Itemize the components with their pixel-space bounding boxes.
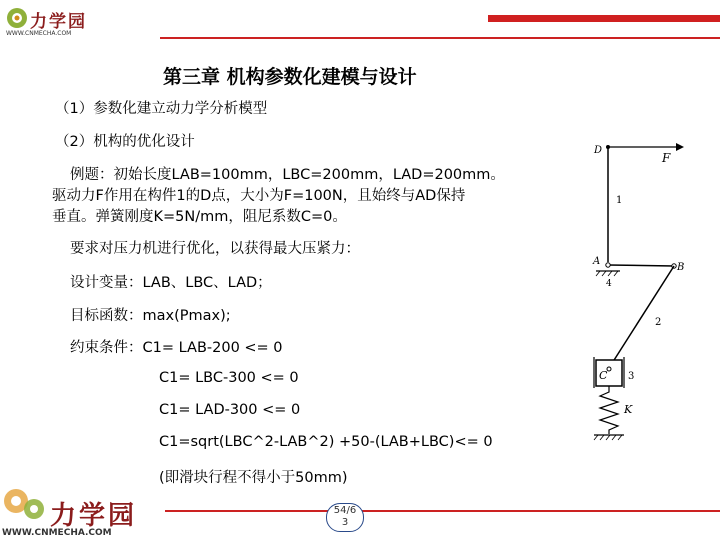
bottom-brand-name: 力学园: [50, 501, 138, 531]
objective-function: 目标函数：max(Pmax);: [70, 308, 231, 324]
example-line-2: 驱动力F作用在构件1的D点，大小为F=100N，且始终与AD保持: [52, 188, 466, 204]
header-divider: [160, 37, 720, 39]
page-number-badge: [326, 503, 364, 532]
constraint-3: C1= LAD-300 <= 0: [159, 402, 301, 418]
label-ground: 4: [606, 279, 612, 289]
link-bc: [609, 266, 674, 368]
page-number: 54/6 3: [333, 505, 357, 528]
label-b: B: [677, 262, 685, 273]
outline-item-2: （2）机构的优化设计: [55, 134, 195, 150]
design-variables: 设计变量：LAB、LBC、LAD；: [70, 275, 272, 291]
label-d: D: [594, 145, 603, 156]
brand-name: 力学园: [30, 12, 87, 32]
spring: [600, 386, 618, 434]
bottom-logo: [0, 487, 170, 540]
header-accent-bar: [488, 15, 720, 22]
top-logo: [4, 3, 154, 43]
label-link-1: 1: [616, 195, 623, 206]
example-line-1: 例题：初始长度LAB=100mm，LBC=200mm，LAD=200mm。: [70, 167, 505, 183]
constraint-1: 约束条件：C1= LAB-200 <= 0: [70, 340, 283, 356]
brand-url: WWW.CNMECHA.COM: [6, 30, 72, 37]
outline-item-1: （1）参数化建立动力学分析模型: [55, 101, 268, 117]
mechanism-diagram: [582, 120, 716, 450]
label-c: C: [599, 369, 608, 382]
bottom-brand-url: WWW.CNMECHA.COM: [2, 528, 112, 538]
constraint-note: (即滑块行程不得小于50mm): [159, 470, 348, 486]
label-slider: 3: [628, 371, 635, 382]
label-link-2: 2: [655, 317, 662, 328]
joint-a: [606, 263, 610, 267]
force-arrowhead: [676, 143, 684, 151]
link-ab: [608, 265, 674, 266]
label-f: F: [662, 151, 671, 165]
requirement-text: 要求对压力机进行优化，以获得最大压紧力：: [70, 241, 360, 257]
label-k: K: [624, 403, 633, 416]
example-line-3: 垂直。弹簧刚度K=5N/mm，阻尼系数C=0。: [52, 209, 347, 225]
gear-cluster-icon: [2, 487, 46, 525]
joint-c: [607, 367, 611, 371]
constraint-4: C1=sqrt(LBC^2-LAB^2) +50-(LAB+LBC)<= 0: [159, 434, 493, 450]
constraint-2: C1= LBC-300 <= 0: [159, 370, 299, 386]
slide-title: 第三章 机构参数化建模与设计: [163, 66, 417, 88]
label-a: A: [593, 256, 601, 267]
footer-divider: [165, 510, 720, 512]
gear-icon: [4, 5, 30, 31]
